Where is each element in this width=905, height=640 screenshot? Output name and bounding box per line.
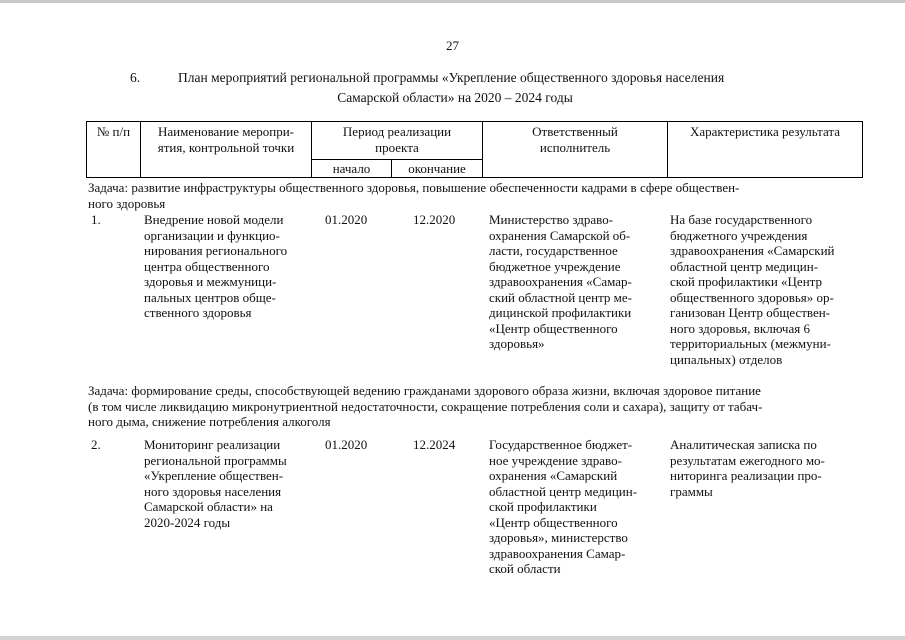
table-border-header-bottom [86, 177, 863, 178]
row-1-result-line: ципальных) отделов [670, 351, 783, 367]
section-number: 6. [130, 70, 141, 85]
row-1-name-line: Внедрение новой модели [144, 212, 284, 227]
row-1-responsible-line: «Центр общественного [489, 320, 618, 336]
row-2-responsible [489, 437, 658, 577]
row-2-result-line: Аналитическая записка по [670, 437, 817, 452]
row-1-name-line: нирования регионального [144, 243, 288, 258]
header-result: Характеристика результата [689, 124, 841, 139]
row-2-responsible-line: здоровья», министерство [489, 530, 628, 545]
row-2-responsible-line: ное учреждение здраво- [489, 452, 622, 468]
row-2-responsible-line: охранения «Самарский [489, 468, 618, 483]
row-1-responsible-line: бюджетное учреждение [489, 258, 621, 274]
row-1-result-line: областной центр медицин- [670, 258, 819, 274]
row-1-start: 01.2020 [325, 212, 368, 227]
task-2-line-3: ного дыма, снижение потребления алкоголя [88, 414, 331, 429]
row-2-result [670, 437, 856, 499]
row-2-responsible-line: здравоохранения Самар- [489, 545, 626, 561]
row-2-name-line: Мониторинг реализации [144, 437, 281, 452]
header-responsible-line-2: исполнитель [539, 139, 611, 155]
header-responsible-line-1: Ответственный [532, 124, 618, 139]
row-2-result-line: результатам ежегодного мо- [670, 452, 825, 468]
scan-edge-bottom [0, 636, 905, 640]
header-end: окончание [408, 161, 466, 176]
row-1-responsible-line: ский областной центр ме- [489, 289, 633, 305]
section-title-text-1: План мероприятий региональной программы «Укрепление общественного здоровья населения [178, 70, 725, 85]
row-1-responsible [489, 212, 658, 352]
row-2-responsible-line: «Центр общественного [489, 514, 618, 530]
page-number: 27 [446, 38, 459, 53]
row-2-name-line: ного здоровья населения [144, 483, 282, 499]
row-2-num: 2. [91, 437, 101, 452]
row-1-responsible-line: здоровья» [489, 336, 545, 351]
row-1-responsible-line: ласти, государственное [489, 243, 618, 258]
header-num: № п/п [96, 124, 131, 139]
header-name-line-2: ятия, контрольной точки [157, 139, 295, 155]
row-1-result-line: ганизован Центр обществен- [670, 305, 831, 320]
task-1-line-1: Задача: развитие инфраструктуры общественного здоровья, повышение обеспеченности кадрами в сфере обществен- [88, 180, 740, 195]
header-period-line-1: Период реализации [342, 124, 452, 139]
row-2-name-line: 2020-2024 годы [144, 514, 231, 530]
row-1-responsible-line: здравоохранения «Самар- [489, 274, 632, 289]
row-1-result-line: здравоохранения «Самарский [670, 243, 835, 258]
header-period [312, 124, 482, 155]
scan-edge-top [0, 0, 905, 3]
row-1-name-line: пальных центров обще- [144, 289, 276, 305]
row-2-responsible-line: областной центр медицин- [489, 483, 638, 499]
period-subheader-divider [311, 159, 482, 160]
row-2-name [144, 437, 304, 530]
row-1-name-line: ственного здоровья [144, 305, 252, 320]
task-2-line-1: Задача: формирование среды, способствующей ведению гражданами здорового образа жизни, включая здоровое питание [88, 383, 761, 398]
row-1-result-line: ного здоровья, включая 6 [670, 320, 810, 336]
section-title-line-1 [110, 68, 800, 88]
row-1-responsible-line: Министерство здраво- [489, 212, 614, 227]
task-2 [88, 383, 868, 430]
row-2-responsible-line: Государственное бюджет- [489, 437, 633, 452]
row-1-result-line: территориальных (межмуни- [670, 336, 831, 351]
row-1-result-line: общественного здоровья» ор- [670, 289, 834, 305]
header-name [141, 124, 311, 155]
row-1-responsible-line: дицинской профилактики [489, 305, 632, 320]
row-2-end: 12.2024 [413, 437, 456, 452]
row-2-responsible-line: ской профилактики [489, 499, 597, 514]
table-border-right [862, 121, 863, 178]
header-start: начало [332, 161, 371, 176]
row-2-name-line: Самарской области» на [144, 499, 273, 514]
row-2-result-line: граммы [670, 483, 713, 499]
row-1-end: 12.2020 [413, 212, 456, 227]
header-period-line-2: проекта [375, 139, 419, 155]
row-1-result-line: На базе государственного [670, 212, 813, 227]
row-1-responsible-line: охранения Самарской об- [489, 227, 631, 243]
row-1-name-line: здоровья и межмуници- [144, 274, 277, 289]
header-name-line-1: Наименование меропри- [158, 124, 294, 139]
task-1 [88, 180, 868, 211]
row-2-start: 01.2020 [325, 437, 368, 452]
row-2-responsible-line: ской области [489, 561, 561, 576]
section-title-line-2: Самарской области» на 2020 – 2024 годы [337, 90, 573, 105]
task-2-line-2: (в том числе ликвидацию микронутриентной недостаточности, сокращение потребления соли и сахара), защиту от табач- [88, 398, 763, 414]
section-title [110, 68, 800, 108]
row-2-name-line: региональной программы [144, 452, 287, 468]
row-1-name-line: организации и функцио- [144, 227, 280, 243]
row-1-result [670, 212, 856, 367]
row-1-num: 1. [91, 212, 101, 227]
row-1-result-line: ской профилактики «Центр [670, 274, 822, 289]
header-responsible [483, 124, 667, 155]
task-1-line-2: ного здоровья [88, 195, 166, 211]
row-1-result-line: бюджетного учреждения [670, 227, 808, 243]
row-1-name [144, 212, 304, 321]
row-2-name-line: «Укрепление обществен- [144, 468, 284, 483]
row-2-result-line: ниторинга реализации про- [670, 468, 822, 483]
table-border-top [86, 121, 863, 122]
row-1-name-line: центра общественного [144, 258, 270, 274]
